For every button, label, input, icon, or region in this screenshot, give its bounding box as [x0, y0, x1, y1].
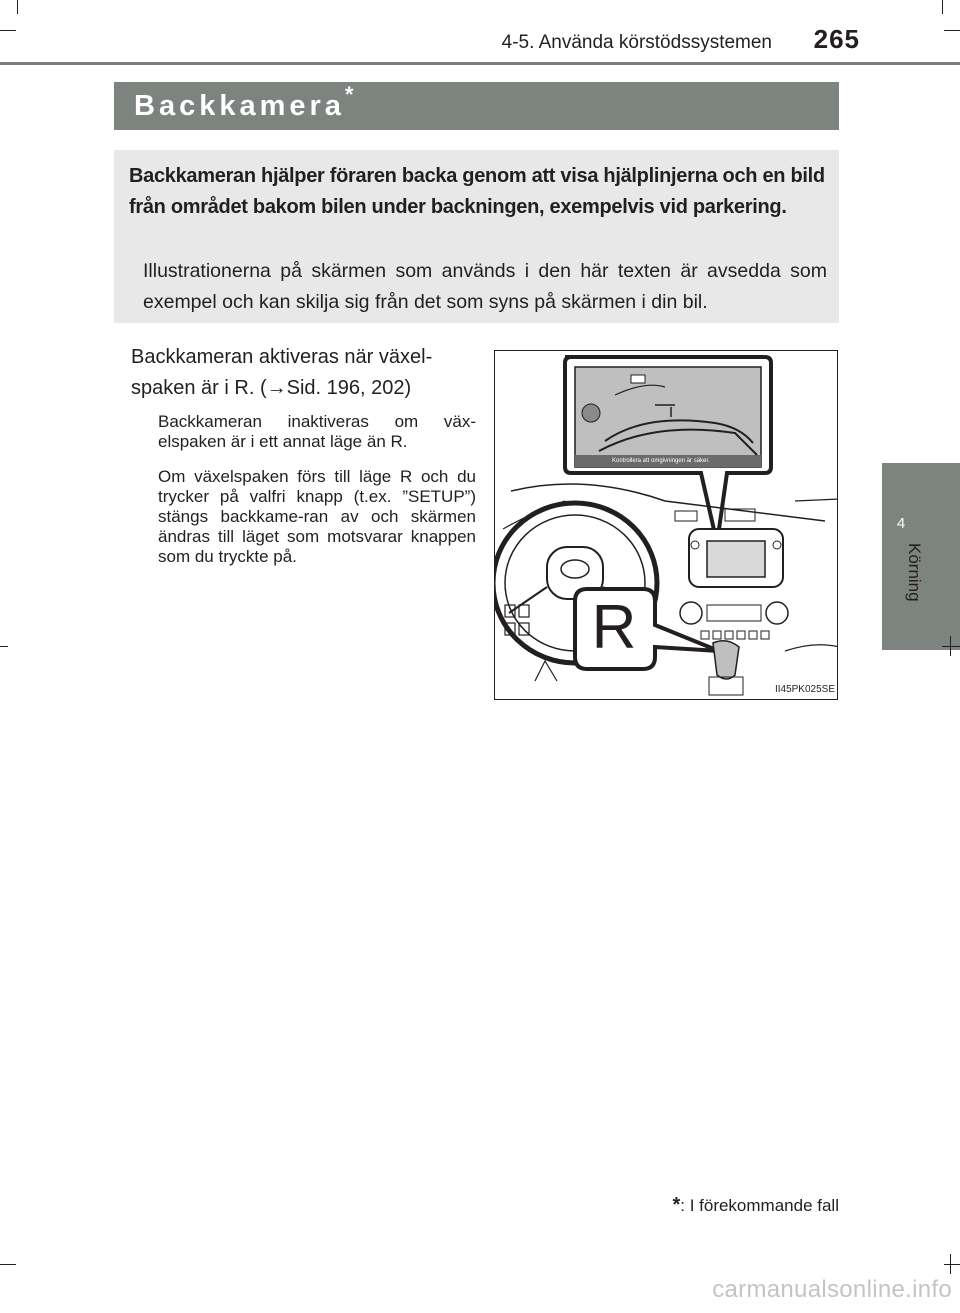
- dashboard-illustration: [494, 350, 838, 700]
- section-title-band: [114, 82, 839, 130]
- chapter-heading: 4-5. Använda körstödssystemen: [501, 32, 772, 53]
- intro-note-text: Illustrationerna på skärmen som används i den här texten är avsedda som exempel och kan skilja sig från det som syns på skärmen i din bil.: [143, 260, 827, 313]
- crop-mark: [944, 30, 960, 31]
- section-title: [134, 82, 354, 123]
- chapter-side-tab: [882, 463, 960, 650]
- side-tab-label: [906, 543, 924, 643]
- crop-mark: [0, 30, 16, 31]
- camera-screen-caption: Kontrollera att omgivningen är säker.: [612, 458, 710, 464]
- dashboard-drawing: [495, 351, 838, 700]
- side-tab-number: 4: [896, 515, 906, 532]
- body-sub-text-2: Om växelspaken förs till läge R och du trycker på valfri knapp (t.ex. ”SETUP”) stängs backkame-ran av och skärmen ändras till läget som motsvarar knappen som du tryckte på.: [158, 467, 476, 566]
- crop-mark: [0, 1264, 16, 1265]
- section-title-text: Backkamera: [134, 90, 345, 122]
- intro-lead-text: Backkameran hjälper föraren backa genom att visa hjälplinjerna och en bild från området bakom bilen under backningen, exempelvis vid parkering.: [129, 165, 825, 218]
- header-rule: [0, 62, 960, 65]
- footnote-star: *: [672, 1194, 681, 1216]
- body-main-text: Backkameran aktiveras när växel-spaken är i R. (→Sid. 196, 202): [131, 346, 433, 399]
- footnote: [600, 1194, 839, 1217]
- page-number: 265: [813, 24, 860, 54]
- intro-box: [114, 150, 839, 323]
- crop-mark: [942, 0, 943, 14]
- footnote-star-marker: *: [344, 82, 354, 107]
- gear-position-r: R: [591, 593, 637, 662]
- crop-mark: [950, 636, 951, 656]
- body-sub-text-1: Backkameran inaktiveras om väx-elspaken är i ett annat läge än R.: [158, 412, 476, 451]
- figure-code: II45PK025SE: [774, 684, 835, 695]
- side-tab-label-text: Körning: [905, 543, 924, 602]
- crop-mark: [944, 1264, 960, 1265]
- crop-mark: [950, 1254, 951, 1274]
- crop-mark: [942, 646, 960, 647]
- crop-mark: [17, 0, 18, 14]
- watermark: carmanualsonline.info: [712, 1276, 952, 1303]
- footnote-text: : I förekommande fall: [680, 1196, 839, 1215]
- crop-mark: [0, 646, 8, 647]
